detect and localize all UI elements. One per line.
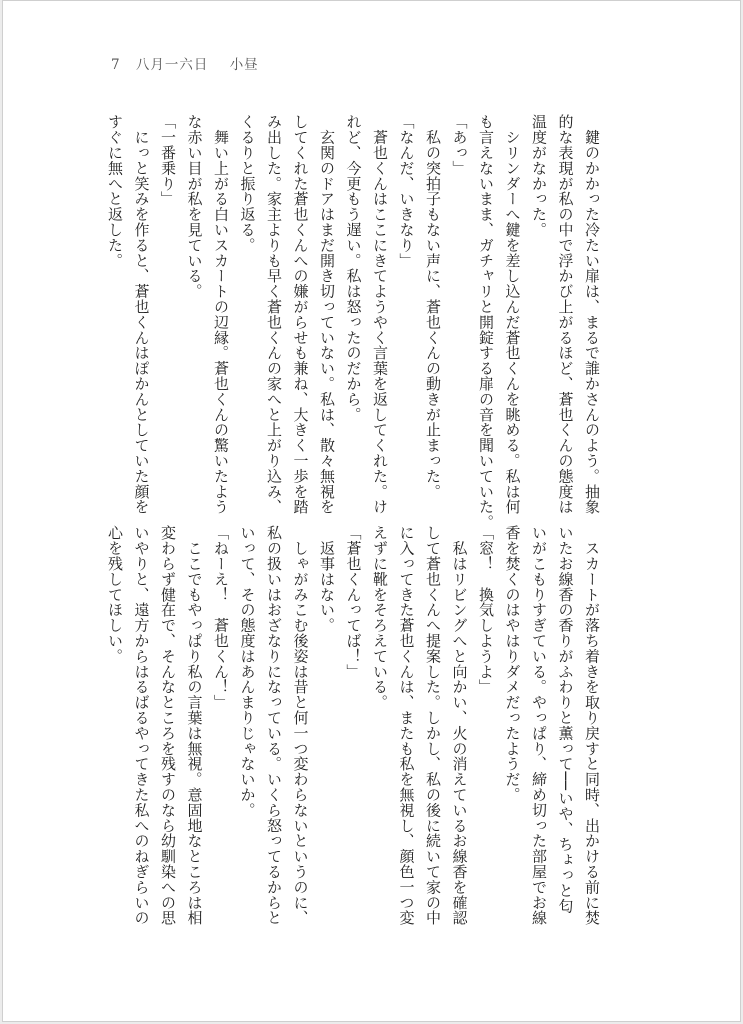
text-column: しゃがみこむ後姿は昔と何一つ変わらないというのに、 — [291, 525, 310, 926]
text-column: 「窓！ 換気しようよ」 — [477, 525, 495, 695]
text-column: えずに靴をそろえている。 — [371, 525, 389, 710]
text-column: 鍵のかかった冷たい扉は、まるで誰かさんのよう。抽象 — [583, 114, 601, 515]
text-column: 「一番乗り」 — [159, 114, 177, 207]
text-column: 私はリビングへと向かい、火の消えているお線香を確認 — [450, 525, 469, 926]
text-column: 返事はない。 — [318, 525, 336, 633]
text-column: 「なんだ、いきなり」 — [397, 114, 416, 268]
text-column: 的な表現が私の中で浮かび上がるほど、蒼也くんの態度は — [556, 114, 575, 515]
text-column: にっと笑みを作ると、蒼也くんはぽかんとしていた顔を — [132, 114, 151, 515]
page-number: 7 — [111, 57, 121, 73]
text-column: 心を残してほしい。 — [106, 525, 124, 664]
text-column: に入ってきた蒼也くんは、またも私を無視し、顔色一つ変 — [397, 525, 416, 926]
text-column: シリンダーへ鍵を差し込んだ蒼也くんを眺める。私は何 — [503, 114, 522, 515]
header-time: 小昼 — [229, 57, 259, 73]
text-column: な赤い目が私を見ている。 — [185, 114, 204, 299]
text-column: してくれた蒼也くんへの嫌がらせも兼ね、大きく一歩を踏 — [291, 114, 310, 515]
upper-text-block — [102, 114, 606, 530]
text-column: 温度がなかった。 — [530, 114, 548, 238]
text-column: くるりと振り返る。 — [238, 114, 257, 253]
header-date: 八月一六日 — [135, 57, 209, 73]
text-column: み出した。家主よりも早く蒼也くんの家へと上がり込み、 — [265, 114, 283, 515]
lower-text-block — [102, 525, 606, 925]
text-column: 「ねーえ！ 蒼也くん！」 — [212, 525, 230, 710]
text-column: いやりと、遠方からはるばるやってきた私へのねぎらいの — [132, 525, 151, 926]
text-column: 「あっ」 — [450, 114, 469, 176]
text-column: いって、その態度はあんまりじゃないか。 — [238, 525, 257, 818]
text-column: 玄関のドアはまだ開き切っていない。私は、散々無視を — [318, 114, 336, 515]
text-column: すぐに無へと返した。 — [106, 114, 124, 268]
text-column: いたお線香の香りがふわりと薫って──いや、ちょっと匂 — [556, 525, 575, 914]
text-column: れど、今更もう遅い。私は怒ったのだから。 — [344, 114, 363, 422]
page-header — [111, 53, 259, 73]
text-column: ここでもやっぱり私の言葉は無視。意固地なところは相 — [185, 525, 204, 926]
text-column: も言えないまま、ガチャリと開錠する扉の音を聞いていた。 — [477, 114, 495, 530]
text-column: 私の扱いはおざなりになっている。いくら怒ってるからと — [265, 525, 283, 926]
text-column: 変わらず健在で、そんなところを残すのなら幼馴染への思 — [159, 525, 177, 926]
text-column: スカートが落ち着きを取り戻すと同時、出かける前に焚 — [583, 525, 601, 926]
text-column: して蒼也くんへ提案した。しかし、私の後に続いて家の中 — [424, 525, 442, 926]
text-column: 蒼也くんはここにきてようやく言葉を返してくれた。け — [371, 114, 389, 515]
text-column: 舞い上がる白いスカートの辺縁。蒼也くんの驚いたよう — [212, 114, 230, 515]
text-column: 私の突拍子もない声に、蒼也くんの動きが止まった。 — [424, 114, 442, 499]
text-column: 香を焚くのはやはりダメだったようだ。 — [503, 525, 522, 803]
text-column: いがこもりすぎている。やっぱり、締め切った部屋でお線 — [530, 525, 548, 926]
text-column: 「蒼也くんってば！」 — [344, 525, 363, 679]
novel-page — [2, 0, 741, 1022]
